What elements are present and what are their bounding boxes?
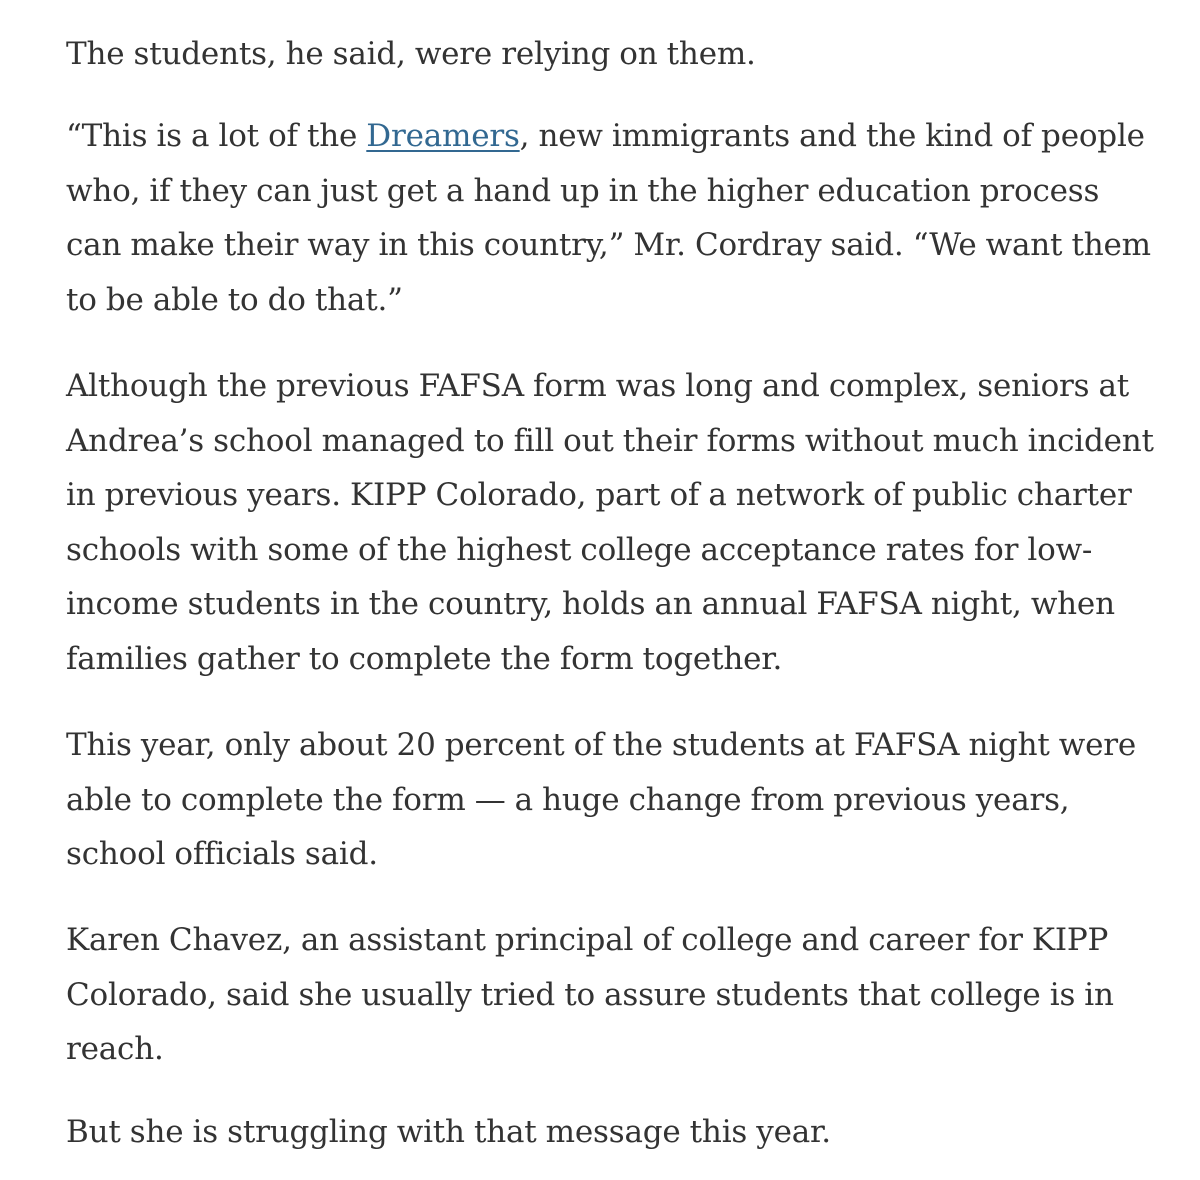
paragraph-2	[66, 109, 1156, 327]
dreamers-link[interactable]: Dreamers	[366, 118, 520, 154]
paragraph-1: The students, he said, were relying on them.	[66, 36, 756, 72]
paragraph-4: This year, only about 20 percent of the students at FAFSA night were able to complete the form — a huge change from previous years, school officials said.	[66, 727, 1137, 872]
paragraph-3: Although the previous FAFSA form was long and complex, seniors at Andrea’s school managed to fill out their forms without much incident in previous years. KIPP Colorado, part of a network of public charter schools with some of the highest college acceptance rates for low-income students in the country, holds an annual FAFSA night, when families gather to complete the form together.	[66, 368, 1154, 677]
paragraph-5: Karen Chavez, an assistant principal of college and career for KIPP Colorado, said she usually tried to assure students that college is in reach.	[66, 922, 1114, 1067]
paragraph-6: But she is struggling with that message this year.	[66, 1114, 831, 1150]
paragraph-2-rest: , new immigrants and the kind of people who, if they can just get a hand up in the higher education process can make their way in this country,” Mr. Cordray said. “We want them to be able to do that.”	[66, 118, 1151, 318]
paragraph-2-lead: “This is a lot of the	[66, 118, 367, 154]
